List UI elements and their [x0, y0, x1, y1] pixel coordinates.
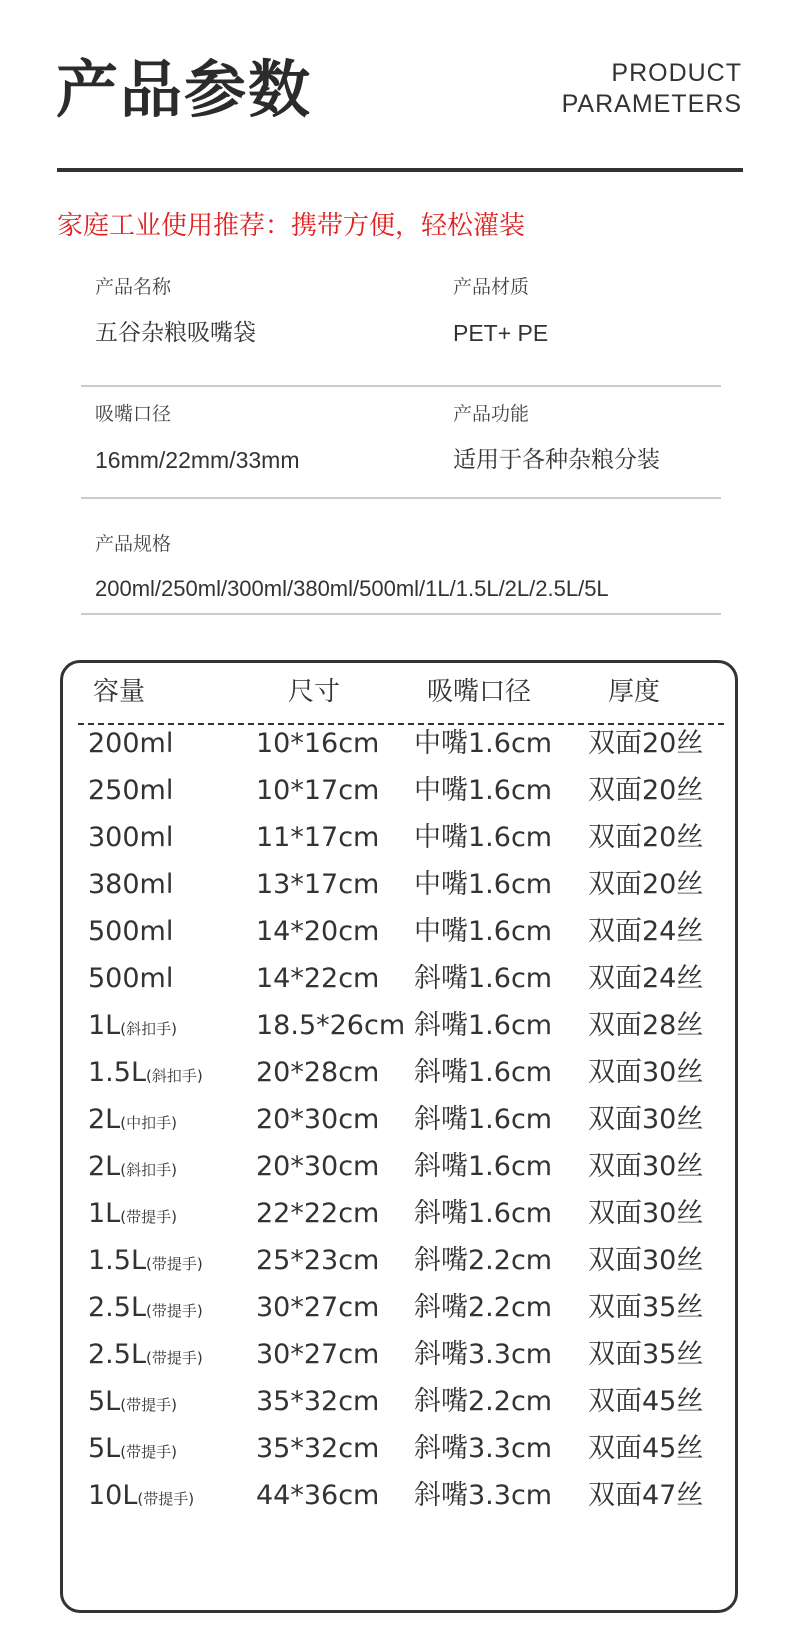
capacity-value: 5L	[88, 1386, 121, 1417]
table-row	[0, 908, 800, 956]
product-function-label: 产品功能	[453, 403, 530, 425]
spout-cell: 斜嘴3.3cm	[414, 1480, 553, 1511]
table-row	[0, 1378, 800, 1426]
thickness-cell: 双面20丝	[588, 869, 704, 900]
capacity-cell	[88, 1378, 177, 1429]
capacity-note: (斜扣手)	[120, 1161, 177, 1179]
param-divider-1	[81, 385, 721, 387]
capacity-cell	[88, 955, 173, 1006]
capacity-cell	[88, 1331, 203, 1382]
capacity-value: 5L	[88, 1433, 121, 1464]
capacity-value: 200ml	[88, 728, 174, 759]
size-cell: 25*23cm	[256, 1245, 380, 1276]
capacity-value: 2L	[88, 1151, 121, 1182]
table-row	[0, 861, 800, 909]
capacity-note: (带提手)	[145, 1349, 203, 1367]
capacity-note: (中扣手)	[120, 1114, 177, 1132]
spout-cell: 中嘴1.6cm	[414, 822, 553, 853]
product-name-value: 五谷杂粮吸嘴袋	[95, 320, 256, 346]
size-cell: 14*20cm	[256, 916, 380, 947]
param-divider-2	[81, 497, 721, 499]
table-header-size: 尺寸	[288, 677, 341, 707]
size-cell: 22*22cm	[256, 1198, 380, 1229]
spout-cell: 斜嘴2.2cm	[414, 1386, 553, 1417]
table-header-thickness: 厚度	[608, 677, 661, 707]
recommendation-tagline: 家庭工业使用推荐：携带方便，轻松灌装	[57, 211, 526, 241]
capacity-cell	[88, 1190, 177, 1241]
size-cell: 10*17cm	[256, 775, 380, 806]
capacity-cell	[88, 767, 173, 818]
capacity-cell	[88, 908, 173, 959]
product-function-value: 适用于各种杂粮分装	[453, 447, 660, 473]
size-cell: 20*28cm	[256, 1057, 380, 1088]
spout-cell: 斜嘴1.6cm	[414, 1010, 553, 1041]
capacity-value: 2.5L	[88, 1292, 146, 1323]
table-row	[0, 1049, 800, 1097]
capacity-cell	[88, 1096, 177, 1147]
thickness-cell: 双面20丝	[588, 822, 704, 853]
capacity-cell	[88, 1002, 177, 1053]
page-title: 产品参数	[56, 53, 313, 126]
product-name-label: 产品名称	[95, 276, 172, 298]
capacity-value: 500ml	[88, 963, 174, 994]
capacity-cell	[88, 1425, 177, 1476]
spout-diameter-value: 16mm/22mm/33mm	[95, 447, 300, 473]
table-row	[0, 1143, 800, 1191]
capacity-value: 2.5L	[88, 1339, 146, 1370]
spout-cell: 中嘴1.6cm	[414, 728, 553, 759]
capacity-cell	[88, 1472, 194, 1523]
capacity-value: 10L	[88, 1480, 138, 1511]
product-material-label: 产品材质	[453, 276, 530, 298]
spout-cell: 斜嘴2.2cm	[414, 1245, 553, 1276]
size-cell: 13*17cm	[256, 869, 380, 900]
capacity-cell	[88, 1237, 203, 1288]
capacity-note: (斜扣手)	[120, 1020, 177, 1038]
capacity-value: 380ml	[88, 869, 174, 900]
size-cell: 18.5*26cm	[256, 1010, 406, 1041]
title-en-line2: PARAMETERS	[561, 90, 742, 118]
size-cell: 14*22cm	[256, 963, 380, 994]
thickness-cell: 双面45丝	[588, 1433, 704, 1464]
size-cell: 30*27cm	[256, 1339, 380, 1370]
size-cell: 20*30cm	[256, 1151, 380, 1182]
spout-diameter-label: 吸嘴口径	[95, 403, 172, 425]
thickness-cell: 双面30丝	[588, 1104, 704, 1135]
thickness-cell: 双面30丝	[588, 1245, 704, 1276]
param-divider-3	[81, 613, 721, 615]
thickness-cell: 双面30丝	[588, 1198, 704, 1229]
capacity-note: (带提手)	[137, 1490, 195, 1508]
capacity-note: (带提手)	[120, 1396, 177, 1414]
capacity-cell	[88, 720, 173, 771]
capacity-cell	[88, 1284, 203, 1335]
table-header-spout: 吸嘴口径	[427, 677, 532, 707]
thickness-cell: 双面20丝	[588, 728, 704, 759]
table-row	[0, 1096, 800, 1144]
spout-cell: 中嘴1.6cm	[414, 869, 553, 900]
table-row	[0, 1284, 800, 1332]
capacity-note: (带提手)	[120, 1208, 177, 1226]
thickness-cell: 双面24丝	[588, 963, 704, 994]
table-row	[0, 1002, 800, 1050]
thickness-cell: 双面24丝	[588, 916, 704, 947]
spout-cell: 斜嘴3.3cm	[414, 1433, 553, 1464]
spout-cell: 斜嘴1.6cm	[414, 1057, 553, 1088]
capacity-value: 250ml	[88, 775, 174, 806]
table-row	[0, 1472, 800, 1520]
capacity-value: 500ml	[88, 916, 174, 947]
product-material-value: PET+ PE	[453, 320, 549, 346]
spout-cell: 斜嘴1.6cm	[414, 963, 553, 994]
thickness-cell: 双面20丝	[588, 775, 704, 806]
size-cell: 10*16cm	[256, 728, 380, 759]
spout-cell: 中嘴1.6cm	[414, 775, 553, 806]
product-spec-label: 产品规格	[95, 533, 172, 555]
capacity-value: 1.5L	[88, 1245, 146, 1276]
size-cell: 30*27cm	[256, 1292, 380, 1323]
capacity-cell	[88, 1049, 203, 1100]
size-cell: 35*32cm	[256, 1386, 380, 1417]
thickness-cell: 双面47丝	[588, 1480, 704, 1511]
capacity-value: 1L	[88, 1010, 121, 1041]
thickness-cell: 双面35丝	[588, 1339, 704, 1370]
title-en-line1: PRODUCT	[611, 59, 742, 87]
thickness-cell: 双面30丝	[588, 1057, 704, 1088]
capacity-note: (带提手)	[145, 1255, 203, 1273]
table-row	[0, 955, 800, 1003]
spout-cell: 斜嘴1.6cm	[414, 1104, 553, 1135]
product-spec-value: 200ml/250ml/300ml/380ml/500ml/1L/1.5L/2L/2.5L/5L	[95, 576, 609, 601]
table-row	[0, 767, 800, 815]
header-divider	[57, 168, 743, 172]
thickness-cell: 双面30丝	[588, 1151, 704, 1182]
table-row	[0, 720, 800, 768]
capacity-note: (带提手)	[120, 1443, 177, 1461]
thickness-cell: 双面45丝	[588, 1386, 704, 1417]
spout-cell: 斜嘴1.6cm	[414, 1198, 553, 1229]
capacity-cell	[88, 1143, 177, 1194]
capacity-value: 300ml	[88, 822, 174, 853]
size-cell: 11*17cm	[256, 822, 380, 853]
capacity-cell	[88, 814, 173, 865]
capacity-note: (带提手)	[145, 1302, 203, 1320]
capacity-value: 1.5L	[88, 1057, 146, 1088]
spout-cell: 斜嘴3.3cm	[414, 1339, 553, 1370]
capacity-value: 2L	[88, 1104, 121, 1135]
capacity-value: 1L	[88, 1198, 121, 1229]
size-cell: 35*32cm	[256, 1433, 380, 1464]
thickness-cell: 双面28丝	[588, 1010, 704, 1041]
spout-cell: 中嘴1.6cm	[414, 916, 553, 947]
table-row	[0, 1237, 800, 1285]
spout-cell: 斜嘴1.6cm	[414, 1151, 553, 1182]
page-title-english	[562, 58, 742, 120]
size-cell: 20*30cm	[256, 1104, 380, 1135]
capacity-note: (斜扣手)	[145, 1067, 203, 1085]
table-row	[0, 1425, 800, 1473]
size-cell: 44*36cm	[256, 1480, 380, 1511]
thickness-cell: 双面35丝	[588, 1292, 704, 1323]
table-row	[0, 1190, 800, 1238]
spout-cell: 斜嘴2.2cm	[414, 1292, 553, 1323]
capacity-cell	[88, 861, 173, 912]
table-row	[0, 1331, 800, 1379]
table-header-capacity: 容量	[93, 677, 146, 707]
table-row	[0, 814, 800, 862]
